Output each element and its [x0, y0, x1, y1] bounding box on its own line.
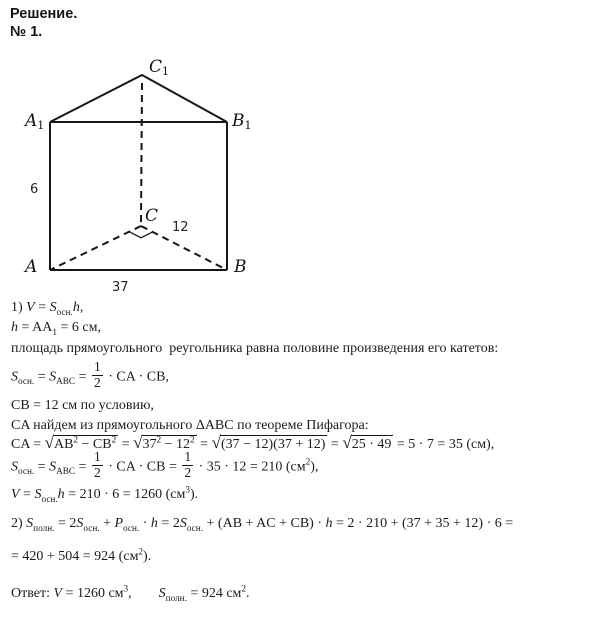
hidden-edge-ca: [50, 226, 141, 270]
solution-line-ca-computation: CA = $√AB^2 - CB^2 = √37^2 - 12^2 = √(37 - 12)(37 + 12) = √25 \cdot 49 = 5 \cdot 7 = 35$ (см),: [11, 433, 495, 452]
measure-label-ab-37: 37: [112, 280, 129, 295]
problem-number: № 1.: [10, 24, 43, 41]
vertex-label-c: C: [145, 206, 159, 226]
document-title: Решение.: [10, 6, 78, 22]
solution-line-height-value: $h = AA_1 = 6$ см,: [11, 320, 101, 337]
triangular-prism-figure: [0, 0, 300, 300]
solution-line-base-area-comp: $S_{осн.} = S_{ABC}$ = $\frac{1}{2}$ · CA · CB = $\frac{1}{2}$ · 35 · 12 = 210 $(см^2)$,: [11, 449, 319, 480]
solution-line-cb-given: CB = 12 см по условию,: [11, 398, 154, 413]
roof-edges: [50, 75, 227, 122]
measure-label-height-6: 6: [30, 182, 39, 197]
vertex-label-c1: C1: [149, 57, 170, 78]
hidden-edge-c1c: [141, 83, 142, 222]
solution-line-volume-comp: $V = S_{осн.}h = 210 \cdot 6 = 1260$ $(см^3)$.: [11, 484, 199, 504]
solution-line-pythagoras: CA найдем из прямоугольного ΔABC по теореме Пифагора:: [11, 418, 369, 433]
measure-label-cb-12: 12: [172, 220, 189, 235]
solution-line-final-answer: Ответ: V = 1260 $см^3$, $S_{полн.} = 924$ $см^2$.: [11, 583, 250, 603]
vertex-label-a: A: [25, 257, 38, 277]
right-angle-marker: [129, 232, 152, 238]
solution-line-area-statement: площадь прямоугольного реугольника равна половине произведения его катетов:: [11, 341, 499, 356]
vertex-label-a1: A1: [25, 111, 45, 132]
vertex-label-b: B: [234, 257, 247, 277]
solution-line-surface-formula: 2) $S_{полн.} = 2S_{осн.} + P_{осн.} \cdot h = 2S_{осн.} + (AB$ + AC + CB) · h = 2 · 210 + (37 + 35 + 12) · 6 =: [11, 516, 514, 533]
solution-line-volume-formula: 1) $V = S_{осн.}h$,: [11, 300, 84, 317]
solution-line-surface-result: = 420 + 504 = 924 $(см^2)$.: [11, 546, 152, 564]
solution-line-base-area-formula: $S_{осн.} = S_{ABC}$ = $\frac{1}{2}$ · CA · CB,: [11, 359, 169, 390]
vertex-label-b1: B1: [232, 111, 252, 132]
